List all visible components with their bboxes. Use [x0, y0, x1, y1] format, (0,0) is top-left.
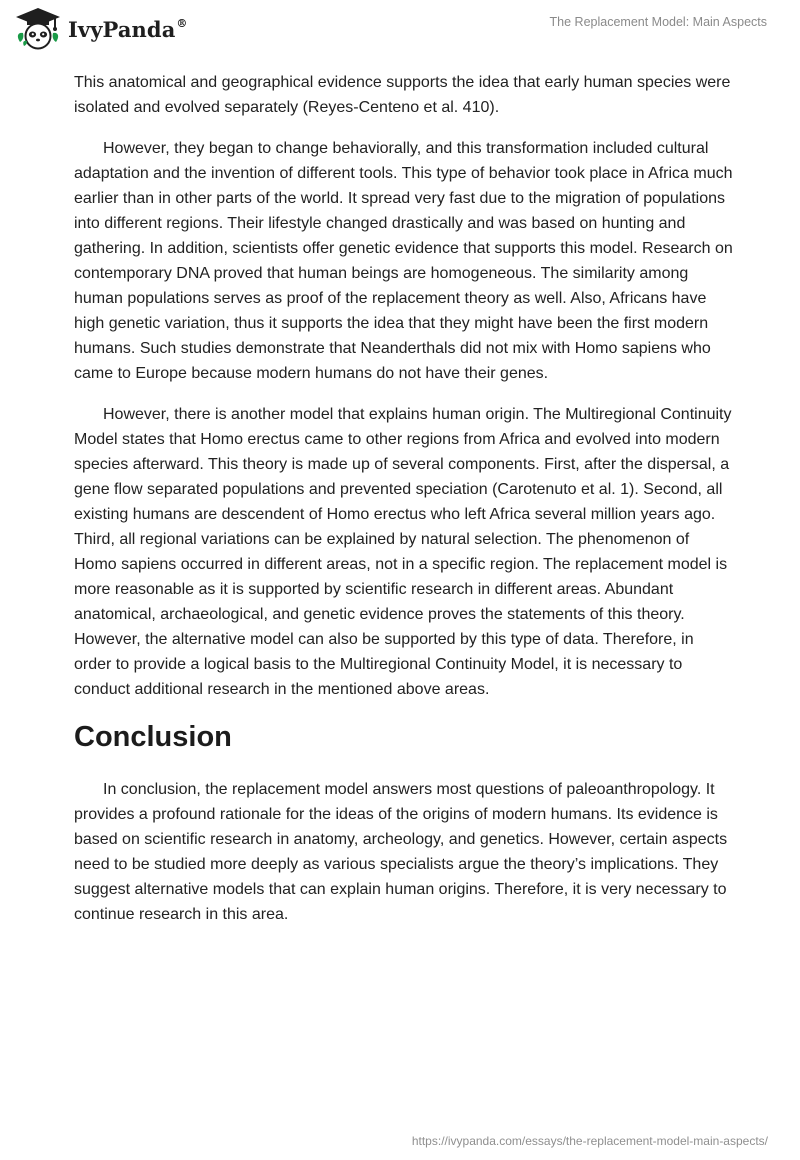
- paragraph-2: However, they began to change behaviorally, and this transformation included cultural adaptation and the invention of different tools. This type of behavior took place in Africa much earlier than in other parts of the world. It spread very fast due to the migration of populations into different regions. Their lifestyle changed drastically and was based on hunting and gathering. In addition, scientists offer genetic evidence that supports this model. Research on contemporary DNA proved that human beings are homogeneous. The similarity among human populations serves as proof of the replacement theory as well. Also, Africans have high genetic variation, thus it supports the idea that they might have been the first modern humans. Such studies demonstrate that Neanderthals did not mix with Homo sapiens who came to Europe because modern humans do not have their genes.: [74, 140, 733, 382]
- brand-name: [68, 17, 188, 42]
- brand-name-text: IvyPanda: [68, 16, 176, 42]
- conclusion-heading: Conclusion: [74, 721, 232, 753]
- footer-url[interactable]: https://ivypanda.com/essays/the-replacement-model-main-aspects/: [411, 1134, 768, 1148]
- paragraph-1: This anatomical and geographical evidence supports the idea that early human species were isolated and evolved separately (Reyes-Centeno et al. 410).: [74, 74, 731, 116]
- paragraph-3: However, there is another model that explains human origin. The Multiregional Continuity Model states that Homo erectus came to other regions from Africa and evolved into modern species afterward. This theory is made up of several components. First, after the dispersal, a gene flow separated populations and prevented speciation (Carotenuto et al. 1). Second, all existing humans are descendent of Homo erectus who left Africa several million years ago. Third, all regional variations can be explained by natural selection. The phenomenon of Homo sapiens occurred in different areas, not in a specific region. The replacement model is more reasonable as it is supported by scientific research in different areas. Abundant anatomical, archaeological, and genetic evidence proves the statements of this theory. However, the alternative model can also be supported by this type of data. Therefore, in order to provide a logical basis to the Multiregional Continuity Model, it is necessary to conduct additional research in the mentioned above areas.: [74, 406, 732, 698]
- essay-content: [74, 70, 734, 943]
- panda-graduation-cap-icon: [14, 6, 62, 50]
- document-title: The Replacement Model: Main Aspects: [549, 15, 767, 29]
- page-header: [0, 0, 800, 60]
- brand-logo[interactable]: [14, 6, 188, 50]
- conclusion-paragraph: In conclusion, the replacement model answers most questions of paleoanthropology. It provides a profound rationale for the ideas of the origins of modern humans. Its evidence is based on scientific research in anatomy, archeology, and genetics. However, certain aspects need to be studied more deeply as various specialists argue the theory’s implications. They suggest alternative models that can explain human origins. Therefore, it is very necessary to continue research in this area.: [74, 781, 728, 923]
- registered-mark: ®: [176, 16, 188, 30]
